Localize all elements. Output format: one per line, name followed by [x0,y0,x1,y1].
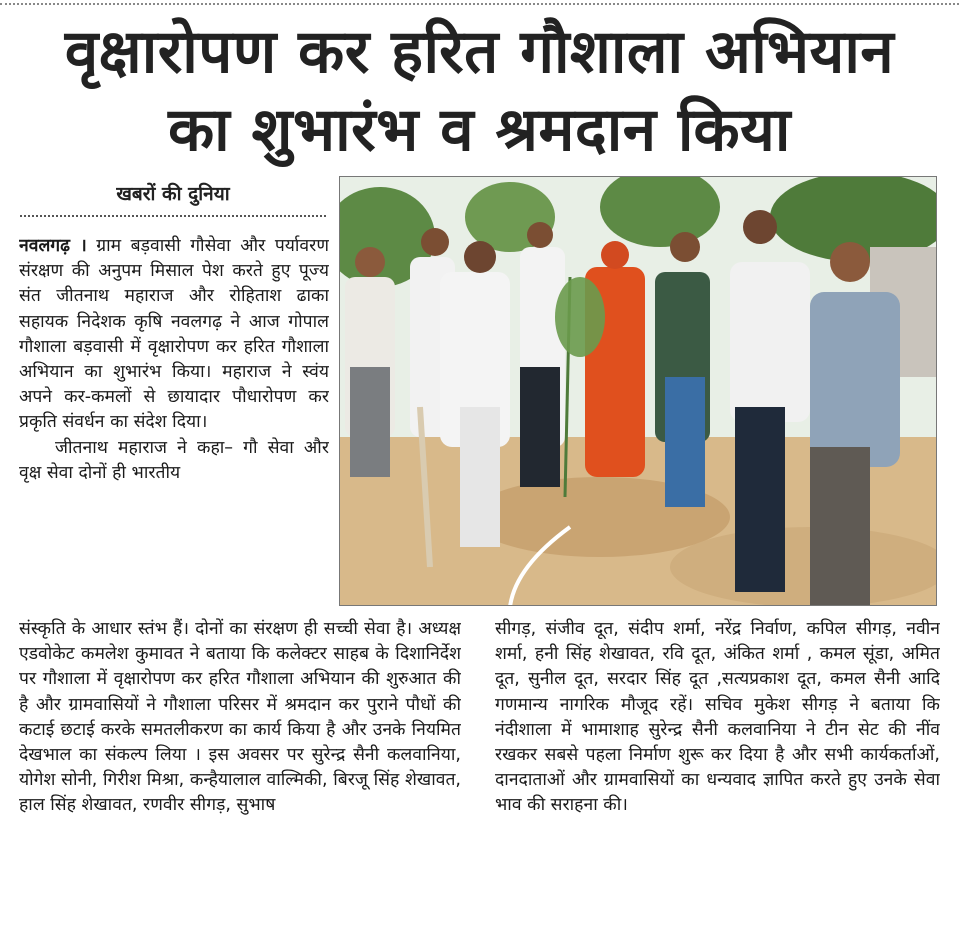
article-column-1 [19,234,329,604]
article-paragraph-3: सीगड़, संजीव दूत, संदीप शर्मा, नरेंद्र निर्वाण, कपिल सीगड़, नवीन शर्मा, हनी सिंह शेखावत, रवि दूत, अंकित शर्मा , कमल सूंडा, अमित दूत, सुनील दूत, सरदार सिंह दूत ,सत्यप्रकाश दूत, कमल सैनी आदि गणमान्य नागरिक मौजूद रहें। सचिव मुकेश सीगड़ ने बताया कि नंदीशाला में भामाशाह सुरेन्द्र सैनी कलवानिया ने टीन सेट की नींव रखकर सबसे पहला निर्माण शुरू कर दिया है और सभी कार्यकर्ताओं, दानदाताओं और ग्रामवासियों का धन्यवाद ज्ञापित करते हुए उनके सेवा भाव की सराहना की। [495,619,940,816]
headline-line-1: वृक्षारोपण कर हरित गौशाला अभियान [64,17,895,87]
article-paragraph-2-continued: संस्कृति के आधार स्तंभ हैं। दोनों का संरक्षण ही सच्ची सेवा है। अध्यक्ष एडवोकेट कमलेश कुमावत ने बताया कि कलेक्टर साहब के दिशानिर्देश पर गौशाला में वृक्षारोपण कर हरित गौशाला अभियान की शुरुआत की है और ग्रामवासियों ने गौशाला परिसर में श्रमदान कर पुराने पौधों की कटाई छटाई करके समतलीकरण का कार्य किया है और उनके नियमित देखभाल का संकल्प लिया । इस अवसर पर सुरेन्द्र सैनी कलवानिया, योगेश सोनी, गिरीश मिश्रा, कन्हैयालाल वाल्मिकी, बिरजू सिंह शेखावत, हाल सिंह शेखावत, रणवीर सीगड़, सुभाष [19,619,461,816]
headline-line-2: का शुभारंभ व श्रमदान किया [168,95,791,165]
article-column-2 [19,617,461,935]
dateline: नवलगढ़ । [19,236,87,256]
article-paragraph-2-start: जीतनाथ महाराज ने कहा– गौ सेवा और वृक्ष सेवा दोनों ही भारतीय [19,437,329,483]
news-photo [339,176,937,606]
source-divider [20,215,326,217]
article-paragraph-1 [19,234,329,436]
paragraph-1-text: ग्राम बड़वासी गौसेवा और पर्यावरण संरक्षण की अनुपम मिसाल पेश करते हुए पूज्य संत जीतनाथ महाराज और रोहिताश ढाका सहायक निदेशक कृषि नवलगढ़ ने आज गोपाल गौशाला बड़वासी में वृक्षारोपण कर हरित गौशाला अभियान का शुभारंभ किया। महाराज ने स्वंय अपने कर-कमलों से छायादार पौधारोपण कर प्रकृति संवर्धन का संदेश दिया। [19,236,329,433]
news-source: खबरों की दुनिया [116,183,230,205]
article-column-3 [495,617,940,935]
top-border [0,3,959,5]
